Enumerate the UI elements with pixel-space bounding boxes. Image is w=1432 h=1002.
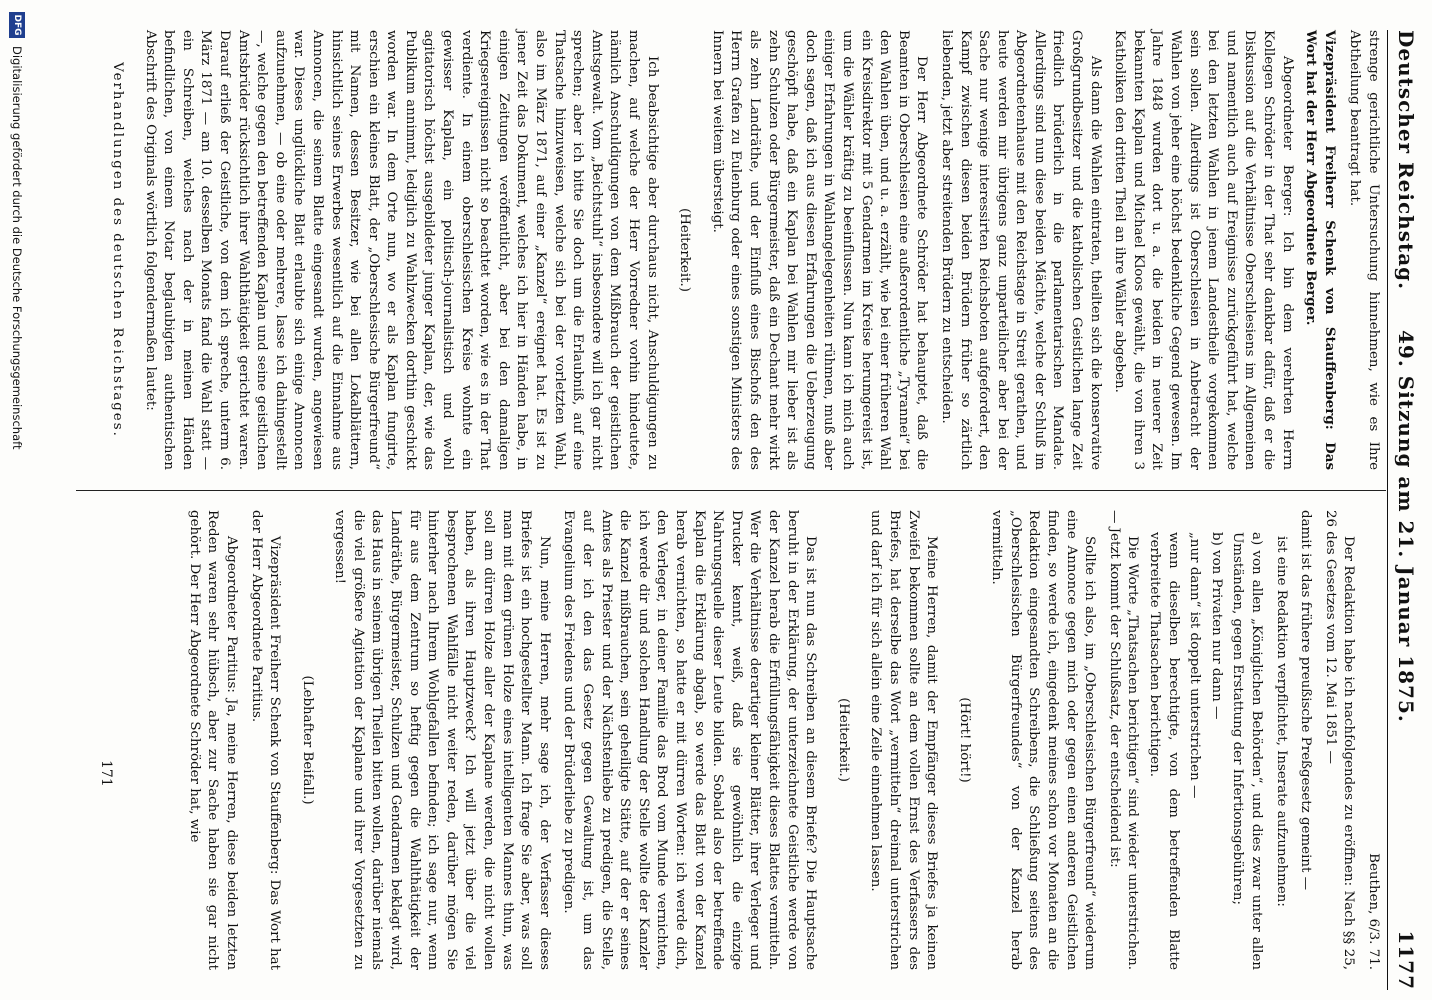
- list-item: b) von Privaten nur dann —: [1208, 532, 1224, 720]
- paragraph: Sollte ich also, im „Oberschlesischen Bürgerfreund“ wiederum eine Annonce gegen mich oder gegen einen anderen Geistlichen finden, so werde ich, eingedenk meines schon vor Monaten an die Redaktion eingesandten Schreibens, die Schließung seitens des „Oberschlesischen Bürgerfreundes“ von der Kanzel herab vermitteln.: [989, 510, 1098, 970]
- digitization-text: Digitalisierung gefördert durch die Deutsche Forschungsgemeinschaft: [10, 46, 24, 450]
- paragraph: ist eine Redaktion verpflichtet, Inserate aufzunehmen:: [1273, 536, 1289, 907]
- interjection: (Heiterkeit.): [835, 698, 851, 782]
- interjection: (Heiterkeit.): [677, 208, 693, 292]
- right-column: [92, 510, 1382, 970]
- page-header: [1387, 30, 1422, 990]
- footer-title: Verhandlungen des deutschen Reichstages.: [110, 62, 125, 438]
- speaker-intro: Vizepräsident Freiherr Schenk von Stauffenberg: Das Wort hat der Herr Abgeordnete Paritius.: [248, 510, 283, 970]
- list-item: a) von allen „Königlichen Behörden“, und dies zwar unter allen Umständen, gegen Erstattung der Infertionsgebühren;: [1230, 532, 1265, 970]
- paragraph: strenge gerichtliche Untersuchung hinnehmen, wie es Ihre Abtheilung beantragt hat.: [1347, 30, 1381, 470]
- page-footer-number: 171: [98, 760, 114, 787]
- interjection: (Lebhafter Beifall.): [299, 675, 315, 805]
- paragraph: Als dann die Wahlen eintraten, theilten sich die konservative Großgrundbesitzer und die katholischen Geistlichen lange Zeit friedlich brüderlich in die parlamentarischen Mandate. Allerdings sind nun diese beiden Mächte, welche der Schluß im Abgeordnetenhause mit den Reichstage in Streit gerathen, und heute werden mir übrigens ganz unparteilicher aber bei der Sache nur wenige interessirten Reichsboten aufgefordert, den Kampf zwischen diesen beiden Brüdern früher so zärtlich liebenden, jetzt aber streitenden Brüdern zu entscheiden.: [938, 30, 1103, 470]
- publication-title: Deutscher Reichstag.: [1394, 30, 1418, 291]
- dfg-logo-icon: DFG: [9, 12, 25, 38]
- paragraph: Die Worte „Thatsachen berichtigen“ sind wieder unterstrichen. — Jetzt kommt der Schlußsatz, der entscheidend ist:: [1106, 510, 1141, 970]
- speaker-intro: Vizepräsident Freiherr Schenk von Stauffenberg: Das Wort hat der Herr Abgeordnete Berger.: [1303, 30, 1338, 470]
- paragraph: Meine Herren, damit der Empfänger dieses Briefes ja keinen Zweifel bekommen sollte an dem vollen Ernst des Verfassers des Briefes, hat derselbe das Wort „vermitteln“ dreimal unterstrichen und darf ich für sich allein eine Zeile einnehmen lassen.: [868, 510, 940, 970]
- paragraph: Der Herr Abgeordnete Schröder hat behauptet, daß die Beamten in Oberschlesien eine außerordentliche „Tyrannei“ bei den Wahlen üben, und u. a. erzählt, wie bei einer früheren Wahl ein Kreisdirektor mit 5 Gendarmen im Kreise herumgereist ist, um die Wähler kräftig zu beeinflussen. Nun kann ich mich auch einiger Erfahrungen in Wahlangelegenheiten rühmen, muß aber doch sagen, daß ich aus diesen Erfahrungen die Ueberzeugung geschöpft habe, daß ein Kaplan bei Wahlen mir lieber ist als zehn Schulzen oder Bürgermeister, daß ein Dechant mehr wirkt als zehn Landräthe, und der Einfluß eines Bischofs den des Herrn Grafen zu Eulenburg oder eines sonstigen Ministers des Innern bei weitem übersteigt.: [709, 30, 930, 470]
- list-item: „nur dann“ ist doppelt unterstrichen —: [1187, 532, 1203, 799]
- paragraph: Abgeordneter Berger: Ich bin dem verehrten Herrn Kollegen Schröder in der That sehr dankbar dafür, daß er die Diskussion auf die Verhältnisse Oberschlesiens im Allgemeinen und namentlich auch auf Ereignisse zurückgeführt hat, welche bei den letzten Wahlen in jenem Landestheile vorgekommen sein sollen. Allerdings ist Oberschlesien in Anbetracht der Wahlen von jeher eine höchst bedenkliche Gegend gewesen. Im Jahre 1848 wurden dort u. a. die beiden in neuerer Zeit bekannten Kaplan und Michael Kloos gewählt, die von ihren 3 Katholiken den dritten Theil an ihre Wähler abgeben.: [1112, 30, 1295, 470]
- letter-place-date: Beuthen, 6/3. 71.: [1366, 853, 1381, 970]
- conditions-list: [1144, 510, 1265, 970]
- digitization-notice: [6, 12, 26, 1002]
- interjection: (Hört! hört!): [956, 697, 972, 783]
- paragraph: Abgeordneter Paritius: Ja, meine Herren, diese beiden letzten Reden waren sehr hübsch, aber zur Sache haben sie gar nicht gehört. Der Herr Abgeordnete Schröder hat, wie: [186, 510, 239, 970]
- paragraph: Ich beabsichtige aber durchaus nicht, Anschuldigungen zu machen, auf welche der Herr Vorredner vorhin hindeutete, nämlich Anschuldigungen von dem Mißbrauch der geistlichen Amtsgewalt. Vom „Beichtstuhl“ insbesondere will ich gar nicht sprechen; aber ich bitte Sie doch um die Erlaubniß, auf eine Thatsache hinzuweisen, welche sich bei der vorletzten Wahl, also im März 1871, auf einer „Kanzel“ ereignet hat. Es ist zu jener Zeit das Dokument, welches ich hier in Händen habe, in einigen Zeitungen veröffentlicht, aber bei den damaligen Kriegsereignissen nicht so beachtet worden, wie es in der That verdiente. In einem oberschlesischen Kreise wohnte ein gewisser Kaplan, ein politisch-journalistisch und wohl agitatorisch höchst ausgebildeter junger Kaplan, der, wie das Publikum annimmt, lediglich zu Wahlzwecken dorthin geschickt worden war. In dem Orte nun, wo er als Kaplan fungirte, erschien ein kleines Blatt, der „Oberschlesische Bürgerfreund“ mit Namen, dessen Besitzer, wie bei allen Lokalblättern, hinsichtlich seines Erwerbes wesentlich auf die Einnahme aus Annoncen, die seinem Blatte eingesandt wurden, angewiesen war. Dieses unglückliche Blatt erlaubte sich einige Annoncen aufzunehmen, — ob eine oder mehrere, lasse ich dahingestellt —, welche gegen den betreffenden Kaplan und seine geistlichen Amtsbrüder rücksichtlich ihrer Wahlthätigkeit gerichtet waren. Darauf erließ der Geistliche, von dem ich spreche, unterm 6. März 1871 — am 10. desselben Monats fand die Wahl statt — ein Schreiben, welches nach der in meinen Händen befindlichen, von einem Notar beglaubigten authentischen Abschrift des Originals wörtlich folgendermaßen lautet:: [142, 30, 660, 470]
- paragraph: damit ist das frühere preußische Preßgesetz gemeint —: [1298, 510, 1314, 891]
- session-date: 49. Sitzung am 21. Januar 1875.: [1394, 330, 1418, 723]
- column-divider: [76, 490, 1386, 491]
- list-item: wenn dieselben berechtigte, von dem betreffenden Blatte verbreitete Thatsachen berichtigen.: [1147, 532, 1181, 970]
- left-column: [92, 30, 1382, 470]
- paragraph: Das ist nun das Schreiben an diesem Briefe? Die Hauptsache beruht in der Erklärung, der unterzeichnete Geistliche werde von der Kanzel herab die Erfüllungsfähigkeit dieses Blattes vermitteln. Wer die Verhältnisse derartiger kleiner Blätter, ihrer Verleger und Drucker kennt, weiß, daß sie gewöhnlich die einzige Nahrungsquelle dieser Leute bilden. Sobald also der betreffende Kaplan die Erklärung abgab, so werde das Blatt von der Kanzel herab vernichten, so hatte er mit dürren Worten: ich werde dich, den Verleger, in deiner Familie das Brod vom Munde vernichten, ich werde dir und solchen Handlung der Stelle wollte der Kanzler die Kanzel mißbrauchen, sein geheiligte Stätte, auf der er seines Amtes als Priester und der Nächstenliebe zu predigen, die Stelle, auf der ich den das Gesetz gegen Gewaltung ist, um das Evangelium des Friedens und der Brüderliebe zu predigen.: [561, 510, 819, 970]
- page-number: 1177: [1394, 930, 1418, 990]
- paragraph: Nun, meine Herren, mehr sage ich, der Verfasser dieses Briefes ist ein hochgestellter Mann. Ich frage Sie aber, was soll man mit dem grünen Holze eines intelligenten Mannes thun, was soll am dürren Holze aller der Kaplane werden, die nicht wollen haben, als ihren Hauptzweck? Ich will jetzt über die viel besprochenen Wahlfälle nicht weiter reden, darüber mögen Sie hinterher nach Ihrem Wohlgefallen befinden; ich sage nur, wenn für aus dem Zentrum so heftig gegen die Wahlthätigkeit der Landräthe, Bürgermeister, Schulzen und Gendarmen beklagt wird, das Haus in seinem übrigen Theilen bitten wollen, darüber niemals die viel größere Agitation der Kaplane und ihrer Vorgesetzten zu vergessen!: [332, 510, 552, 970]
- paragraph: Der Redaktion habe ich nachfolgendes zu eröffnen: Nach §§ 25, 26 des Gesetzes vom 12. Mai 1851 —: [1322, 510, 1357, 970]
